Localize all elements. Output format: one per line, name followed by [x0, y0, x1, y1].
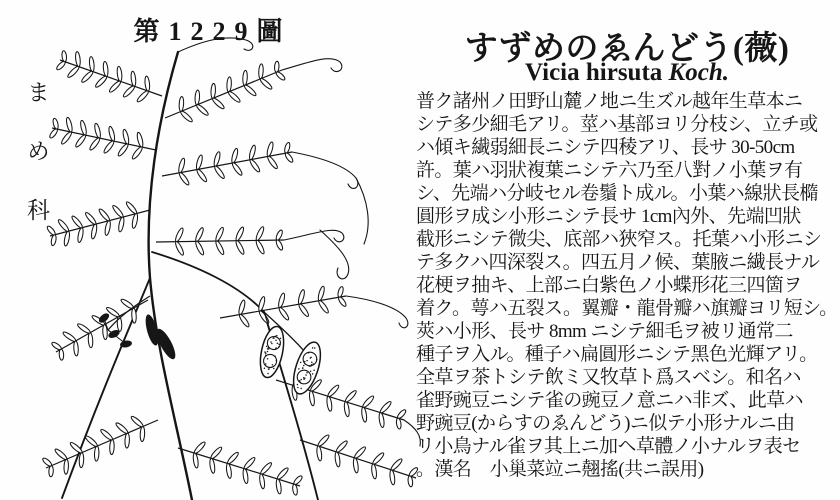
leaflet: [89, 56, 95, 71]
pod-speckle: [265, 355, 267, 357]
genus-species: Vicia hirsuta: [525, 59, 663, 86]
leaflet: [88, 333, 93, 348]
pod-speckle: [277, 343, 279, 345]
pod-speckle: [278, 344, 280, 346]
scientific-name: [416, 59, 838, 87]
pod-outline: [288, 339, 326, 397]
description-text: [416, 90, 840, 481]
pod-speckle: [304, 363, 306, 365]
leaflet: [59, 349, 64, 360]
leaflet: [297, 289, 305, 305]
leaflet: [258, 64, 263, 79]
leaflet: [231, 162, 243, 177]
leaflet: [334, 452, 340, 467]
leaflet: [57, 218, 70, 232]
leaflet: [118, 217, 125, 233]
text-line: 全草ヲ茶トシテ飲ミ又牧草ト爲スベシ。和名ハ: [416, 367, 801, 388]
leaflet: [192, 453, 199, 468]
text-line: 截形ニシテ微尖、底部ハ狹窄ス。托葉ハ小形ニシ: [416, 229, 822, 250]
text-line: テ多クハ四深裂ス。四五月ノ候、葉腋ニ繊長ナル: [416, 252, 820, 273]
leaflet: [337, 296, 347, 307]
leaflet: [111, 204, 124, 218]
leaflet: [361, 395, 374, 409]
leaflet: [115, 422, 129, 435]
leaflet: [371, 452, 385, 466]
leaflet: [255, 239, 266, 254]
pod-speckle: [310, 370, 312, 372]
leaflet: [344, 389, 357, 403]
leaflet: [335, 440, 349, 454]
pod-speckle: [306, 360, 308, 362]
pod-speckle: [300, 382, 302, 384]
stem-path: [152, 252, 264, 312]
leaflet: [131, 146, 144, 161]
tendril: [356, 178, 368, 244]
text-line: 圓形ヲ成シ小形ニシテ長サ 1cm內外、先端凹狀: [416, 206, 801, 227]
pod-speckle: [306, 372, 308, 374]
leaflet: [178, 158, 186, 174]
leaflet: [277, 293, 285, 309]
pod-speckle: [299, 380, 301, 382]
leaflet: [130, 71, 136, 86]
leaflet: [108, 126, 116, 142]
pod-speckle: [297, 384, 299, 386]
leaflet: [84, 435, 98, 448]
leaflet: [209, 458, 216, 473]
leaflet: [235, 226, 245, 241]
leaflet: [284, 152, 294, 163]
leaflet: [258, 296, 266, 312]
pod-speckle: [305, 374, 307, 376]
pod-speckle: [312, 363, 314, 365]
pod-speckle: [274, 355, 276, 357]
leaflet: [125, 433, 130, 448]
pod-speckle: [275, 335, 277, 337]
pod-speckle: [297, 387, 299, 389]
leaflet: [80, 120, 88, 136]
pod-speckle: [268, 348, 270, 350]
pod-speckle: [314, 347, 316, 349]
leaflet: [275, 239, 284, 251]
leaflet: [211, 97, 225, 110]
leaflet: [75, 51, 81, 66]
tendril: [282, 59, 342, 72]
pod-speckle: [298, 368, 300, 370]
leaflet: [249, 158, 261, 173]
leaflet: [235, 240, 246, 255]
pod-speckle: [300, 388, 302, 390]
leaflet: [278, 306, 290, 321]
leaflet: [51, 341, 63, 351]
text-line: 。漢名 小巢菜竝ニ翹搖(共ニ誤用): [416, 459, 704, 480]
leaflet: [108, 80, 122, 94]
pod-speckle: [311, 362, 313, 364]
leaflet: [214, 227, 224, 242]
text-line: 普ク諸州ノ田野山麓ノ地ニ生ズル越年生草本ニ: [416, 91, 803, 112]
leaflet: [88, 137, 101, 152]
leaflet: [98, 208, 111, 222]
pod-speckle: [302, 367, 304, 369]
leaflet: [327, 384, 340, 398]
leaflet: [353, 446, 367, 460]
tendril: [346, 296, 408, 328]
pod-speckle: [304, 377, 306, 379]
pod-speckle: [313, 369, 315, 371]
leaflet: [326, 396, 333, 411]
leaflet: [195, 154, 203, 170]
leaflet: [77, 227, 84, 243]
leaflet: [215, 240, 226, 255]
tendril: [320, 230, 349, 279]
leaflet: [242, 70, 247, 85]
pod-speckle: [270, 341, 272, 343]
pod-speckle: [265, 352, 267, 354]
pod-speckle: [268, 368, 270, 370]
leaflet: [46, 225, 56, 236]
leaflet: [378, 412, 385, 427]
leaflet: [64, 459, 69, 474]
leaflet: [242, 468, 249, 483]
leaflet: [63, 231, 70, 247]
tendril: [178, 38, 253, 52]
pod-speckle: [303, 365, 305, 367]
family-label: まめ科: [24, 80, 49, 257]
pod-speckle: [275, 340, 277, 342]
leaflet: [275, 229, 284, 241]
leaflet: [361, 407, 368, 422]
leaflet: [390, 458, 404, 472]
leaflet: [243, 84, 257, 97]
leaflet: [42, 457, 53, 468]
leaflet: [94, 446, 99, 461]
leaflet: [255, 226, 265, 241]
leaflet: [65, 117, 73, 133]
leaflet: [179, 110, 193, 123]
text-line: 許。葉ハ羽狀複葉ニシテ六乃至八對ノ小葉ヲ有: [416, 160, 803, 181]
pod-speckle: [310, 357, 312, 359]
leaflet: [196, 168, 208, 183]
leaflet: [195, 103, 209, 116]
leaflet: [317, 286, 325, 302]
text-line: 莢ハ小形、長サ 8mm ニシテ細毛ヲ被リ通常二: [416, 321, 793, 342]
leaflet: [76, 322, 91, 334]
leaflet: [100, 428, 114, 441]
leaflet: [109, 439, 114, 454]
leaflet: [226, 463, 233, 478]
leaflet: [174, 241, 185, 256]
leaflet: [117, 143, 130, 158]
leaflet: [210, 446, 223, 460]
leaflet: [174, 227, 184, 242]
pod-speckle: [300, 379, 302, 381]
pod-speckle: [273, 368, 275, 370]
entry-title: すずめのゑんどう(薇): [464, 31, 790, 67]
text-line: シ、先端ハ分岐セル卷鬚ト成ル。小葉ハ線狀長橢: [416, 183, 818, 204]
leaflet: [71, 215, 84, 229]
text-line: 花梗ヲ抽キ、上部ニ白紫色ノ小蝶形花三四箇ヲ: [416, 275, 802, 296]
leaves: [42, 51, 419, 496]
pod-speckle: [267, 373, 269, 375]
leaflet: [275, 479, 282, 494]
leaflet: [94, 123, 102, 139]
leaflet: [80, 70, 94, 84]
pod-speckle: [278, 346, 280, 348]
leaflet: [125, 201, 138, 215]
leaflet: [73, 341, 78, 356]
leaflet: [211, 83, 216, 98]
pod-speckle: [272, 364, 274, 366]
pod-speckle: [276, 360, 278, 362]
leaflet: [122, 85, 136, 99]
pod-speckle: [273, 337, 275, 339]
leaflet: [226, 451, 239, 465]
pod-speckle: [316, 359, 318, 361]
leaflet: [79, 453, 84, 468]
leaflet: [103, 140, 116, 155]
leaflet: [259, 77, 273, 90]
leaflet: [316, 446, 322, 461]
pod-speckle: [265, 363, 267, 365]
leaflet: [62, 331, 77, 343]
leaflet: [248, 145, 256, 161]
pod-speckle: [312, 347, 314, 349]
tendril: [284, 230, 344, 242]
leaflet: [130, 415, 144, 428]
text-line: 雀野豌豆ニシテ雀の豌豆ノ意ニハ非ズ、此草ハ: [416, 390, 803, 411]
text-line: シテ多少細毛アリ。莖ハ基部ヨリ分枝シ、立チ或: [416, 114, 818, 135]
leaflet: [226, 77, 231, 92]
text-line: ハ傾キ繊弱細長ニシテ四稜アリ、長サ 30-50cm: [416, 137, 795, 158]
pod-speckle: [304, 361, 306, 363]
pod-speckle: [309, 365, 311, 367]
leaflet: [276, 467, 289, 481]
leaflet: [60, 131, 73, 146]
pod-speckle: [266, 346, 268, 348]
leaflet: [274, 61, 279, 72]
pod-speckle: [267, 351, 269, 353]
leaflet: [193, 441, 206, 455]
leaflet: [144, 76, 150, 91]
leaflet: [213, 151, 221, 167]
leaflet: [67, 65, 81, 79]
leaflet: [238, 313, 250, 328]
pod-speckle: [275, 347, 277, 349]
leaflet: [309, 391, 316, 406]
leaflet: [238, 300, 246, 316]
leaflet: [259, 461, 272, 475]
leaflet: [243, 456, 256, 470]
leaflet: [317, 434, 331, 448]
leaflet: [227, 90, 241, 103]
text-line: 着ク。萼ハ五裂ス。翼瓣・龍骨瓣ハ旗瓣ヨリ短シ。: [416, 298, 838, 319]
leaflet: [298, 303, 310, 318]
leaflet: [371, 464, 377, 479]
leaflet: [266, 155, 278, 170]
leaflet: [131, 308, 136, 323]
pod-speckle: [271, 343, 273, 345]
leaflet: [74, 134, 87, 149]
leaflet: [90, 224, 97, 240]
leaflet: [194, 240, 205, 255]
text-line: 野豌豆(からすのゑんどう)ニ似テ小形ナルニ由: [416, 413, 795, 434]
pod-speckle: [280, 338, 282, 340]
pod-speckle: [308, 352, 310, 354]
leaflet: [122, 129, 130, 145]
stem-path: [62, 278, 150, 498]
leaflet: [266, 141, 274, 157]
pod-outline: [256, 324, 287, 379]
leaflet: [213, 165, 225, 180]
leaflet: [275, 71, 286, 82]
text-line: リ小鳥ナル雀ヲ其上ニ加ヘ草體ノ小ナルヲ表セ: [416, 436, 801, 457]
tendril: [292, 152, 358, 188]
pod-speckle: [310, 365, 312, 367]
leaflet: [195, 90, 200, 105]
leaflet: [94, 75, 108, 89]
leaflet: [179, 96, 184, 111]
pod-speckle: [312, 373, 314, 375]
leaflet: [54, 448, 68, 461]
leaflet: [84, 211, 97, 225]
leaflet: [103, 61, 109, 76]
pod-speckle: [267, 358, 269, 360]
author-abbreviation: Koch.: [668, 59, 729, 86]
leaflet: [178, 171, 190, 186]
figure-number: 第1229圖: [133, 17, 292, 46]
leaflet: [231, 148, 239, 164]
leaflet: [343, 401, 350, 416]
leaflet: [194, 227, 204, 242]
leaflet: [104, 220, 111, 236]
pod-speckle: [300, 362, 302, 364]
leaflet: [140, 426, 145, 441]
leaflet: [136, 90, 150, 104]
leaflet: [389, 470, 395, 485]
leaflet: [353, 458, 359, 473]
pod-speckle: [264, 368, 266, 370]
leaflet: [317, 299, 329, 314]
leaflet: [131, 213, 138, 229]
leaflet: [49, 466, 54, 477]
leaflet: [259, 474, 266, 489]
pod-speckle: [276, 335, 278, 337]
leaflet: [117, 66, 123, 81]
leaflet: [379, 400, 392, 414]
text-line: 種子ヲ入ル。種子ハ扁圓形ニシテ黑色光輝アリ。: [416, 344, 818, 365]
leaflet: [136, 132, 144, 148]
